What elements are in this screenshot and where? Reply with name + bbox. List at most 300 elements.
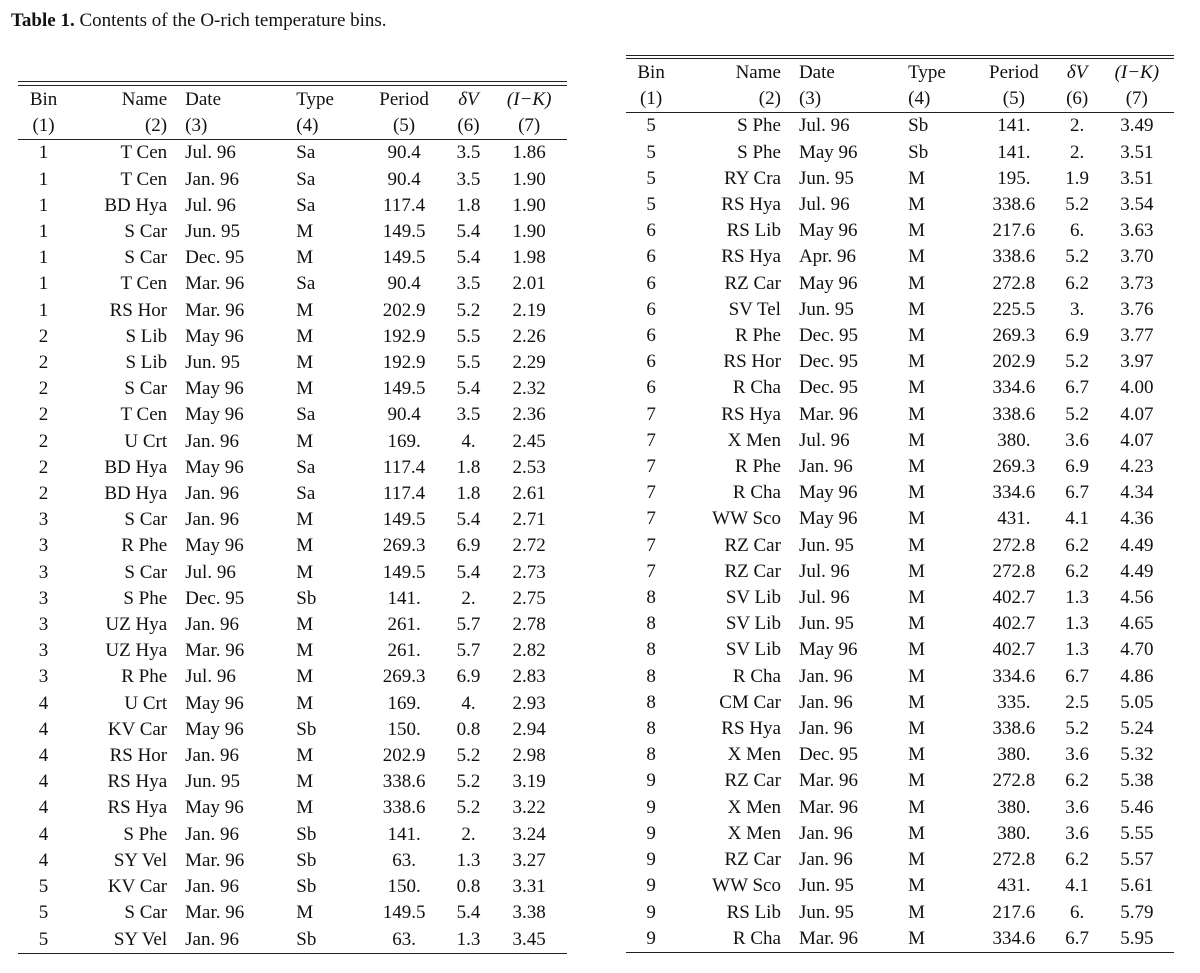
cell-date: Mar. 96 [798,403,859,425]
cell-name: S Car [124,378,168,400]
col-number: (1) [626,86,676,113]
cell-delta-v: 2. [1070,115,1085,137]
cell-bin: 3 [38,509,49,531]
table-row [18,429,567,455]
cell-type: Sa [296,194,316,216]
cell-i-k: 3.38 [512,902,546,924]
cell-date: Jul. 96 [798,115,850,137]
cell-name: T Cen [120,273,168,295]
cell-i-k: 5.61 [1120,875,1154,897]
cell-i-k: 2.78 [512,614,546,636]
col-number: (7) [1100,86,1174,113]
cell-delta-v: 3. [1070,298,1085,320]
cell-i-k: 3.19 [512,771,546,793]
cell-type: M [296,325,314,347]
cell-date: Mar. 96 [785,926,894,953]
cell-date: Jun. 95 [798,613,854,635]
cell-delta-v: 6.2 [1065,534,1090,556]
table-row [626,847,1174,873]
cell-bin: 3 [38,561,49,583]
cell-type: M [908,639,926,661]
header-row [626,59,1174,87]
cell-name: S Car [124,902,168,924]
cell-type: M [908,665,926,687]
cell-bin: 5 [646,194,656,216]
table-row [626,768,1174,794]
cell-type: M [908,691,926,713]
cell-name: WW Sco [712,875,781,897]
table-body-left [18,140,567,953]
cell-date: May 96 [185,797,244,819]
cell-date: Jan. 96 [798,849,853,871]
cell-date: Jan. 96 [185,876,239,898]
cell-bin: 9 [646,822,656,844]
cell-delta-v: 5.2 [1065,403,1090,425]
header-date: Date [171,86,282,114]
cell-delta-v: 5.2 [456,771,481,793]
cell-bin: 8 [646,639,656,661]
cell-i-k: 5.32 [1120,744,1154,766]
cell-date: Jan. 96 [185,614,239,636]
cell-i-k: 2.29 [512,352,546,374]
cell-bin: 1 [38,299,49,321]
cell-type: Sb [282,927,362,954]
cell-period: 261. [387,614,421,636]
cell-delta-v: 6.2 [1065,849,1090,871]
cell-bin: 5 [38,876,49,898]
cell-date: May 96 [798,639,858,661]
cell-delta-v: 6.2 [1065,272,1090,294]
cell-type: M [296,640,314,662]
cell-bin: 1 [38,194,49,216]
cell-period: 334.6 [992,377,1036,399]
cell-name: RS Hor [109,299,168,321]
table-row [626,480,1174,506]
cell-delta-v: 3.6 [1065,744,1090,766]
cell-bin: 8 [646,691,656,713]
cell-period: 141. [387,823,421,845]
cell-period: 338.6 [992,718,1036,740]
cell-i-k: 4.70 [1120,639,1154,661]
cell-bin: 7 [646,508,656,530]
cell-name: RZ Car [724,849,781,871]
table-row [626,821,1174,847]
cell-name: R Phe [121,535,168,557]
cell-name: S Car [124,509,168,531]
cell-type: Sb [296,849,317,871]
cell-i-k: 5.95 [1100,926,1174,953]
cell-period: 272.8 [992,534,1036,556]
cell-date: May 96 [798,220,858,242]
table-row [18,298,567,324]
table-row [626,690,1174,716]
cell-delta-v: 5.2 [456,745,481,767]
cell-type: M [296,378,314,400]
cell-i-k: 3.77 [1120,325,1154,347]
left-table-top-rule [18,81,567,82]
col-number: (6) [446,113,492,140]
cell-bin: 4 [38,823,49,845]
cell-bin: 6 [646,272,656,294]
cell-bin: 4 [38,771,49,793]
cell-type: M [296,430,314,452]
cell-delta-v: 5.2 [456,299,481,321]
table-row [18,848,567,874]
cell-period: 269.3 [992,325,1036,347]
cell-delta-v: 1.3 [1065,639,1090,661]
cell-i-k: 3.22 [512,797,546,819]
cell-name: BD Hya [104,483,168,505]
cell-period: 63. [363,927,446,954]
cell-period: 90.4 [387,142,421,164]
cell-period: 149.5 [382,247,426,269]
cell-i-k: 4.23 [1120,456,1154,478]
cell-date: Mar. 96 [185,849,245,871]
cell-name: SY Vel [113,849,168,871]
cell-name: SV Lib [725,587,781,609]
cell-type: Sa [296,483,316,505]
cell-type: Sb [908,141,929,163]
cell-type: M [296,299,314,321]
col-number: (1) [18,113,69,140]
cell-delta-v: 5.7 [456,640,481,662]
cell-date: May 96 [185,378,244,400]
cell-delta-v: 1.8 [456,483,481,505]
cell-delta-v: 6.7 [1065,377,1090,399]
cell-date: Jun. 95 [185,221,241,243]
cell-bin: 9 [646,849,656,871]
table-row [626,795,1174,821]
cell-i-k: 3.27 [512,849,546,871]
cell-period: 90.4 [387,273,421,295]
table-row [18,927,567,954]
cell-name: RS Lib [726,901,781,923]
cell-type: M [908,482,926,504]
column-number-row [18,113,567,140]
cell-i-k: 2.19 [512,299,546,321]
cell-delta-v: 5.2 [1065,194,1090,216]
cell-date: May 96 [185,325,244,347]
cell-date: Dec. 95 [798,351,859,373]
cell-date: May 96 [185,718,244,740]
cell-delta-v: 6.7 [1065,482,1090,504]
cell-bin: 2 [38,483,49,505]
cell-type: M [908,901,926,923]
cell-period: 117.4 [383,456,426,478]
cell-bin: 7 [646,456,656,478]
cell-name: S Phe [123,823,168,845]
cell-type: M [296,797,314,819]
cell-date: Jul. 96 [798,587,850,609]
table-row [18,455,567,481]
cell-i-k: 2.61 [512,483,546,505]
cell-period: 338.6 [992,246,1036,268]
cell-bin: 6 [646,325,656,347]
cell-i-k: 3.73 [1120,272,1154,294]
header-delta-v: δV [1055,59,1100,87]
cell-date: Jul. 96 [798,429,850,451]
cell-i-k: 3.63 [1120,220,1154,242]
cell-date: Mar. 96 [798,770,859,792]
cell-name: KV Car [107,718,168,740]
cell-type: M [296,666,314,688]
cell-delta-v: 2.5 [1065,691,1090,713]
cell-type: M [908,534,926,556]
cell-type: M [296,509,314,531]
cell-name: BD Hya [104,194,168,216]
cell-delta-v: 5.7 [456,614,481,636]
cell-bin: 5 [646,115,656,137]
cell-delta-v: 4. [461,692,476,714]
cell-i-k: 3.24 [512,823,546,845]
cell-name: S Phe [737,115,781,137]
cell-name: RS Hor [109,745,168,767]
cell-delta-v: 5.4 [456,221,481,243]
col-number: (7) [491,113,567,140]
cell-delta-v: 5.4 [456,561,481,583]
cell-i-k: 2.01 [512,273,546,295]
cell-period: 338.6 [992,194,1036,216]
cell-type: M [908,403,926,425]
table-row [18,167,567,193]
cell-i-k: 4.65 [1120,613,1154,635]
cell-date: Dec. 95 [798,325,859,347]
cell-bin: 8 [646,718,656,740]
cell-period: 338.6 [382,797,426,819]
cell-bin: 7 [646,429,656,451]
table-row [18,900,567,926]
cell-name: T Cen [120,404,168,426]
cell-period: 217.6 [992,901,1036,923]
cell-bin: 6 [646,298,656,320]
cell-delta-v: 6.9 [456,666,481,688]
cell-delta-v: 3.6 [1065,796,1090,818]
cell-period: 261. [387,640,421,662]
cell-period: 338.6 [992,403,1036,425]
cell-type: M [296,745,314,767]
cell-name: RZ Car [724,272,781,294]
col-number: (5) [363,113,446,140]
cell-bin: 4 [38,718,49,740]
cell-i-k: 4.00 [1120,377,1154,399]
cell-type: M [908,194,926,216]
cell-date: Jan. 96 [185,168,239,190]
cell-bin: 3 [38,614,49,636]
cell-period: 202.9 [382,745,426,767]
cell-bin: 4 [38,849,49,871]
cell-delta-v: 1.3 [446,927,492,954]
cell-type: M [908,298,926,320]
cell-delta-v: 5.2 [1065,351,1090,373]
cell-type: M [908,429,926,451]
table-row [626,428,1174,454]
cell-i-k: 5.05 [1120,691,1154,713]
table-row [18,691,567,717]
cell-bin: 9 [646,901,656,923]
cell-period: 141. [997,141,1031,163]
cell-bin: 1 [38,142,49,164]
cell-name: S Phe [123,587,168,609]
cell-i-k: 4.34 [1120,482,1154,504]
cell-i-k: 3.51 [1120,141,1154,163]
table-row [626,716,1174,742]
cell-type: Sb [296,587,317,609]
cell-period: 192.9 [382,352,426,374]
cell-i-k: 3.76 [1120,298,1154,320]
cell-type: M [894,926,973,953]
table-row [18,193,567,219]
cell-bin: 5 [646,141,656,163]
cell-delta-v: 6.9 [1065,325,1090,347]
cell-name: U Crt [124,692,168,714]
cell-bin: 2 [38,430,49,452]
table-row [626,402,1174,428]
cell-period: 150. [387,876,421,898]
cell-name: RS Hya [107,771,168,793]
cell-i-k: 2.93 [512,692,546,714]
cell-name: R Cha [732,482,781,504]
cell-i-k: 5.55 [1120,822,1154,844]
cell-period: 141. [997,115,1031,137]
cell-type: M [908,587,926,609]
cell-delta-v: 1.9 [1065,167,1090,189]
cell-i-k: 2.75 [512,587,546,609]
cell-date: Jun. 95 [798,901,854,923]
cell-bin: 1 [38,247,49,269]
cell-delta-v: 5.4 [456,247,481,269]
cell-delta-v: 5.4 [456,378,481,400]
table-row [626,192,1174,218]
cell-type: M [296,902,314,924]
table-caption-label: Table 1. [11,10,75,31]
cell-period: 269.3 [382,666,426,688]
cell-bin: 8 [646,665,656,687]
cell-date: Jan. 96 [185,430,239,452]
cell-period: 402.7 [992,613,1036,635]
cell-i-k: 4.86 [1120,665,1154,687]
table-row [18,533,567,559]
table-row [18,245,567,271]
cell-name: WW Sco [712,508,781,530]
cell-date: May 96 [798,141,858,163]
cell-delta-v: 2. [461,823,476,845]
cell-i-k: 3.45 [491,927,567,954]
cell-date: Jul. 96 [798,560,850,582]
cell-type: M [908,796,926,818]
header-name: Name [676,59,785,87]
cell-bin: 7 [646,482,656,504]
cell-type: Sb [908,115,929,137]
cell-type: M [908,508,926,530]
col-number: (6) [1055,86,1100,113]
col-number: (4) [894,86,973,113]
table-row [626,113,1174,140]
cell-delta-v: 3.6 [1065,822,1090,844]
table-row [626,742,1174,768]
cell-period: 149.5 [382,221,426,243]
cell-period: 90.4 [387,168,421,190]
table-row [626,637,1174,663]
col-number: (3) [171,113,282,140]
cell-delta-v: 6. [1070,220,1085,242]
cell-date: Jan. 96 [185,823,239,845]
cell-period: 202.9 [382,299,426,321]
table-row [626,297,1174,323]
cell-period: 380. [997,822,1031,844]
cell-i-k: 4.07 [1120,403,1154,425]
table-row [626,533,1174,559]
cell-i-k: 3.70 [1120,246,1154,268]
table-row [18,350,567,376]
cell-period: 149.5 [382,902,426,924]
cell-date: Jan. 96 [185,483,239,505]
cell-date: Jan. 96 [185,509,239,531]
cell-i-k: 2.45 [512,430,546,452]
table-row [626,218,1174,244]
cell-bin: 3 [38,666,49,688]
cell-delta-v: 6.7 [1055,926,1100,953]
cell-delta-v: 5.2 [1065,246,1090,268]
cell-type: M [296,614,314,636]
cell-type: Sa [296,168,316,190]
cell-date: Jan. 96 [185,745,239,767]
table-row [18,717,567,743]
cell-bin: 3 [38,587,49,609]
header-bin: Bin [626,59,676,87]
cell-i-k: 2.83 [512,666,546,688]
cell-bin: 2 [38,404,49,426]
cell-i-k: 5.79 [1120,901,1154,923]
cell-name: UZ Hya [105,640,168,662]
cell-name: R Cha [676,926,785,953]
cell-delta-v: 1.8 [456,456,481,478]
cell-type: Sa [296,456,316,478]
cell-bin: 7 [646,403,656,425]
cell-period: 141. [387,587,421,609]
table-row [626,559,1174,585]
cell-date: Jul. 96 [185,561,236,583]
cell-period: 380. [997,429,1031,451]
cell-period: 169. [387,692,421,714]
cell-type: M [908,167,926,189]
cell-date: Jan. 96 [171,927,282,954]
cell-period: 380. [997,796,1031,818]
cell-date: May 96 [185,456,244,478]
cell-period: 334.6 [992,482,1036,504]
header-name: Name [69,86,171,114]
cell-name: S Lib [125,325,168,347]
cell-period: 402.7 [992,639,1036,661]
cell-type: Sb [296,823,317,845]
cell-type: M [908,875,926,897]
cell-period: 335. [997,691,1031,713]
table-row [626,271,1174,297]
header-delta-v: δV [446,86,492,114]
cell-date: May 96 [798,508,858,530]
cell-bin: 2 [38,352,49,374]
cell-delta-v: 3.5 [456,142,481,164]
cell-i-k: 3.97 [1120,351,1154,373]
cell-delta-v: 6.7 [1065,665,1090,687]
cell-type: M [296,221,314,243]
cell-period: 169. [387,430,421,452]
cell-i-k: 2.98 [512,745,546,767]
cell-name: CM Car [719,691,781,713]
cell-name: RS Hya [107,797,168,819]
table-row [18,586,567,612]
cell-date: Dec. 95 [185,587,245,609]
cell-date: Mar. 96 [798,796,859,818]
